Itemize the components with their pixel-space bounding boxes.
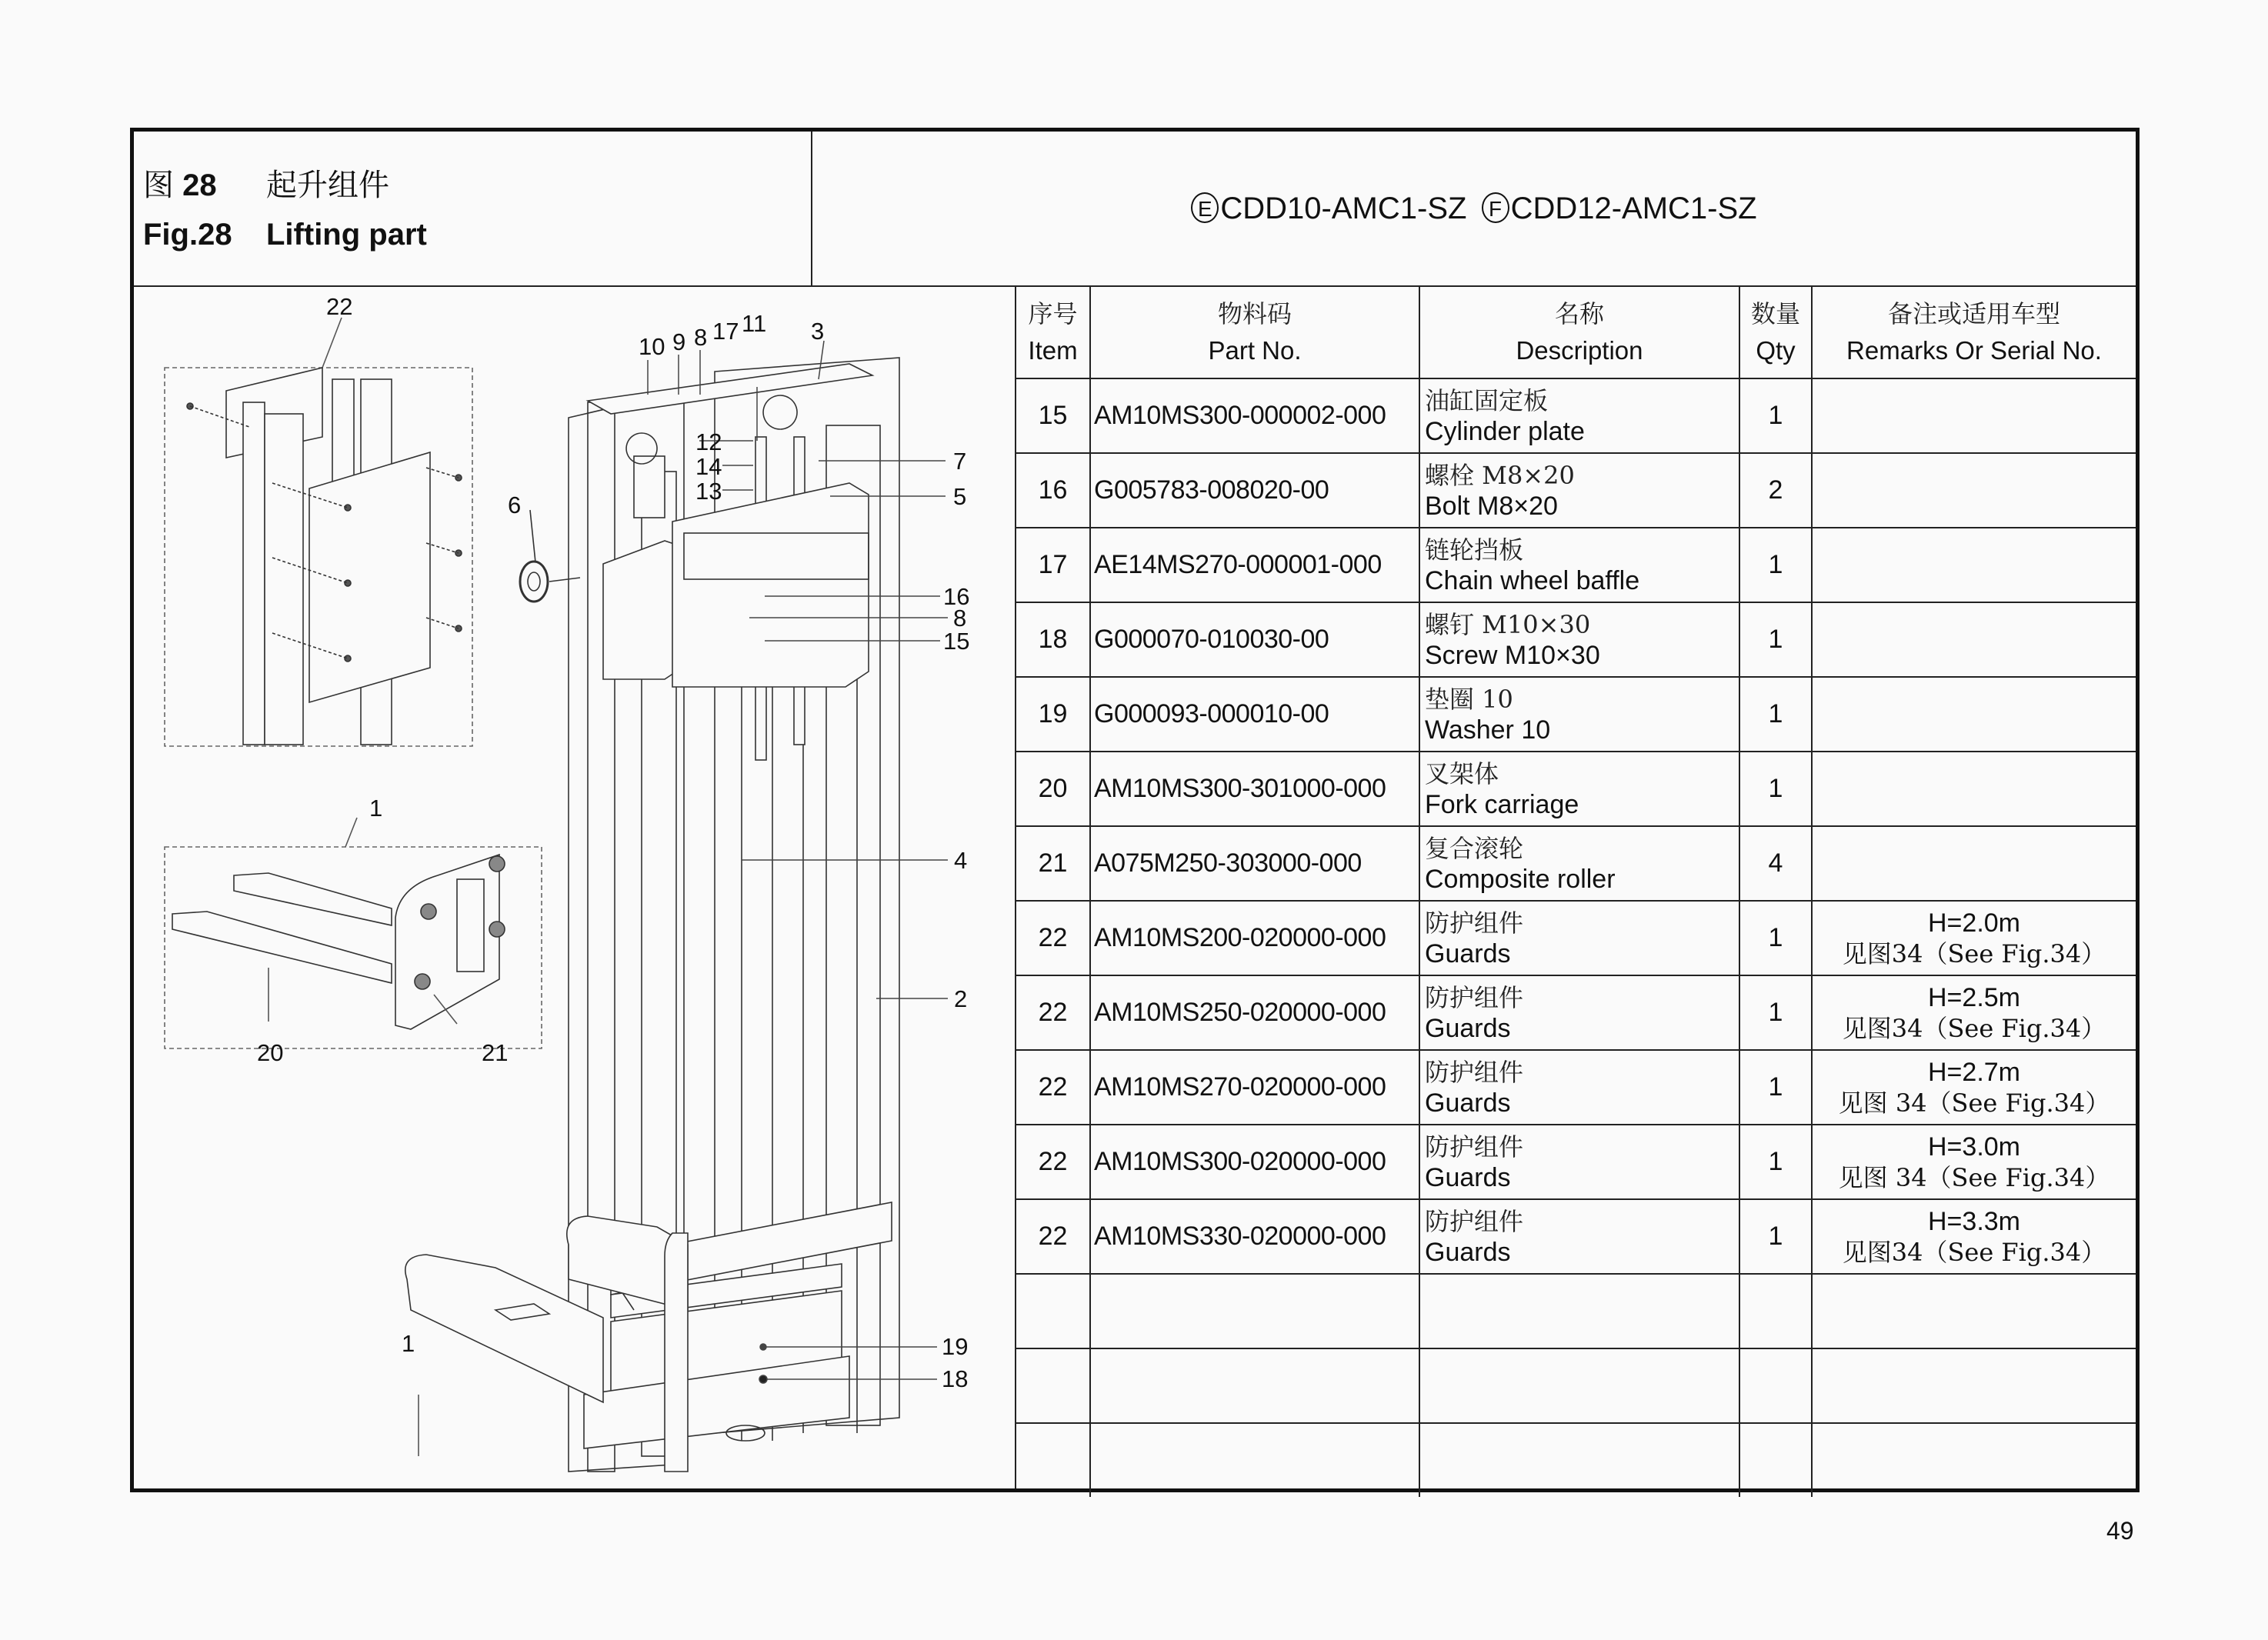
table-row — [1016, 1125, 2136, 1199]
figure-title-en — [143, 219, 427, 250]
cell-part-no: G000093-000010-00 — [1090, 677, 1419, 752]
callout-label: 20 — [257, 1039, 284, 1066]
cell-item: 15 — [1016, 378, 1090, 453]
exploded-view-drawing — [134, 287, 1016, 1488]
cell-remarks — [1812, 1274, 2136, 1348]
figure-cn-title: 起升组件 — [266, 168, 389, 203]
cell-part-no: AE14MS270-000001-000 — [1090, 528, 1419, 602]
cell-qty — [1739, 1274, 1812, 1348]
guards-inset-icon — [165, 318, 472, 746]
callout-label: 10 — [639, 333, 665, 360]
cell-part-no: AM10MS330-020000-000 — [1090, 1199, 1419, 1274]
callout-label: 12 — [695, 428, 722, 455]
callout-label: 14 — [695, 453, 722, 480]
callout-label: 15 — [943, 628, 970, 655]
cell-remarks — [1812, 1423, 2136, 1497]
cell-qty: 4 — [1739, 826, 1812, 901]
cell-part-no: AM10MS270-020000-000 — [1090, 1050, 1419, 1125]
cell-remarks — [1812, 453, 2136, 528]
cell-qty: 1 — [1739, 901, 1812, 975]
cell-qty: 1 — [1739, 975, 1812, 1050]
table-header-row — [1016, 287, 2136, 378]
cell-description — [1419, 1423, 1739, 1497]
cell-description: 螺钉 M10×30 Screw M10×30 — [1419, 602, 1739, 677]
cell-part-no: G005783-008020-00 — [1090, 453, 1419, 528]
cell-description: 防护组件 Guards — [1419, 975, 1739, 1050]
model-name: CDD12-AMC1-SZ — [1510, 191, 1757, 225]
model-name: CDD10-AMC1-SZ — [1220, 191, 1467, 225]
table-row — [1016, 1423, 2136, 1497]
table-row — [1016, 901, 2136, 975]
table-row — [1016, 602, 2136, 677]
cell-qty: 2 — [1739, 453, 1812, 528]
figure-cn-label: 图 — [143, 168, 174, 203]
model-circle-badge: E — [1191, 192, 1219, 223]
cell-item: 22 — [1016, 1125, 1090, 1199]
callout-label: 16 — [943, 583, 970, 610]
table-row — [1016, 378, 2136, 453]
table-row — [1016, 826, 2136, 901]
cell-part-no — [1090, 1423, 1419, 1497]
cell-part-no: A075M250-303000-000 — [1090, 826, 1419, 901]
cell-qty: 1 — [1739, 602, 1812, 677]
cell-qty: 1 — [1739, 528, 1812, 602]
cell-qty: 1 — [1739, 1050, 1812, 1125]
cell-description: 垫圈 10 Washer 10 — [1419, 677, 1739, 752]
callout-label: 7 — [953, 448, 967, 475]
lifting-part-illustration — [134, 287, 1015, 1488]
header-part-no: 物料码 Part No. — [1090, 287, 1419, 378]
callout-label: 2 — [954, 985, 968, 1012]
callout-label: 3 — [811, 318, 825, 345]
model-circle-badge: F — [1482, 192, 1509, 223]
cell-item: 17 — [1016, 528, 1090, 602]
table-row — [1016, 528, 2136, 602]
cell-part-no: AM10MS200-020000-000 — [1090, 901, 1419, 975]
cell-part-no: AM10MS300-000002-000 — [1090, 378, 1419, 453]
callout-label: 6 — [508, 492, 522, 518]
cell-remarks — [1812, 826, 2136, 901]
cell-remarks: H=3.0m 见图 34（See Fig.34） — [1812, 1125, 2136, 1199]
callout-label: 17 — [712, 318, 739, 345]
cell-qty: 1 — [1739, 378, 1812, 453]
cell-remarks — [1812, 1348, 2136, 1423]
cell-description: 链轮挡板 Chain wheel baffle — [1419, 528, 1739, 602]
callout-label: 19 — [942, 1333, 969, 1360]
cell-item: 22 — [1016, 1050, 1090, 1125]
header-remarks: 备注或适用车型 Remarks Or Serial No. — [1812, 287, 2136, 378]
cell-part-no — [1090, 1274, 1419, 1348]
cell-part-no: G000070-010030-00 — [1090, 602, 1419, 677]
cell-description: 防护组件 Guards — [1419, 1050, 1739, 1125]
callout-label: 22 — [326, 293, 353, 320]
cell-description: 防护组件 Guards — [1419, 1199, 1739, 1274]
cell-description: 油缸固定板 Cylinder plate — [1419, 378, 1739, 453]
table-row — [1016, 1199, 2136, 1274]
model-title-block — [812, 132, 2136, 287]
cell-part-no: AM10MS300-020000-000 — [1090, 1125, 1419, 1199]
table-row — [1016, 752, 2136, 826]
header-item: 序号 Item — [1016, 287, 1090, 378]
callout-label: 5 — [953, 483, 967, 510]
cell-item — [1016, 1423, 1090, 1497]
table-row — [1016, 1274, 2136, 1348]
cell-item — [1016, 1348, 1090, 1423]
cell-remarks: H=3.3m 见图34（See Fig.34） — [1812, 1199, 2136, 1274]
cell-description: 螺栓 M8×20 Bolt M8×20 — [1419, 453, 1739, 528]
table-row — [1016, 1050, 2136, 1125]
cell-remarks — [1812, 752, 2136, 826]
cell-item: 22 — [1016, 975, 1090, 1050]
cell-qty: 1 — [1739, 752, 1812, 826]
figure-title-cn — [143, 170, 389, 201]
callout-label: 21 — [482, 1039, 509, 1066]
cell-part-no: AM10MS250-020000-000 — [1090, 975, 1419, 1050]
cell-description — [1419, 1274, 1739, 1348]
fork-carriage-inset-icon — [165, 818, 542, 1048]
callout-label: 9 — [672, 328, 686, 355]
cell-item — [1016, 1274, 1090, 1348]
mast-assembly-icon — [569, 358, 899, 1472]
callout-label: 13 — [695, 478, 722, 505]
cell-qty: 1 — [1739, 1199, 1812, 1274]
cell-qty: 1 — [1739, 677, 1812, 752]
figure-number: 28 — [182, 168, 217, 202]
cell-remarks — [1812, 602, 2136, 677]
cell-item: 19 — [1016, 677, 1090, 752]
cell-remarks: H=2.7m 见图 34（See Fig.34） — [1812, 1050, 2136, 1125]
figure-en-title: Lifting part — [266, 218, 427, 252]
cell-description: 防护组件 Guards — [1419, 1125, 1739, 1199]
table-row — [1016, 975, 2136, 1050]
cell-item: 20 — [1016, 752, 1090, 826]
cell-remarks: H=2.0m 见图34（See Fig.34） — [1812, 901, 2136, 975]
model-list — [1191, 192, 1756, 226]
table-row — [1016, 1348, 2136, 1423]
cell-item: 21 — [1016, 826, 1090, 901]
cell-remarks — [1812, 528, 2136, 602]
cell-item: 22 — [1016, 1199, 1090, 1274]
cell-part-no: AM10MS300-301000-000 — [1090, 752, 1419, 826]
cell-remarks — [1812, 677, 2136, 752]
cell-part-no — [1090, 1348, 1419, 1423]
callout-label: 8 — [953, 605, 967, 632]
cell-qty: 1 — [1739, 1125, 1812, 1199]
cell-description: 复合滚轮 Composite roller — [1419, 826, 1739, 901]
cell-qty — [1739, 1348, 1812, 1423]
figure-title-block — [134, 132, 812, 287]
page-number: 49 — [2106, 1517, 2134, 1545]
cell-remarks: H=2.5m 见图34（See Fig.34） — [1812, 975, 2136, 1050]
cell-description: 防护组件 Guards — [1419, 901, 1739, 975]
cell-item: 18 — [1016, 602, 1090, 677]
cell-description — [1419, 1348, 1739, 1423]
table-row — [1016, 677, 2136, 752]
parts-table-body — [1016, 378, 2136, 1497]
header-qty: 数量 Qty — [1739, 287, 1812, 378]
callout-label: 4 — [954, 847, 968, 874]
header-description: 名称 Description — [1419, 287, 1739, 378]
callout-label: 1 — [402, 1330, 415, 1357]
callout-label: 11 — [742, 310, 767, 337]
parts-table — [1016, 287, 2136, 1497]
callout-label: 18 — [942, 1365, 969, 1392]
cell-item: 16 — [1016, 453, 1090, 528]
parts-page-frame — [130, 128, 2140, 1492]
cell-description: 叉架体 Fork carriage — [1419, 752, 1739, 826]
callout-label: 1 — [369, 795, 383, 822]
cell-item: 22 — [1016, 901, 1090, 975]
table-row — [1016, 453, 2136, 528]
callout-label: 8 — [694, 324, 708, 351]
figure-en-label: Fig.28 — [143, 218, 232, 252]
cell-qty — [1739, 1423, 1812, 1497]
cell-remarks — [1812, 378, 2136, 453]
